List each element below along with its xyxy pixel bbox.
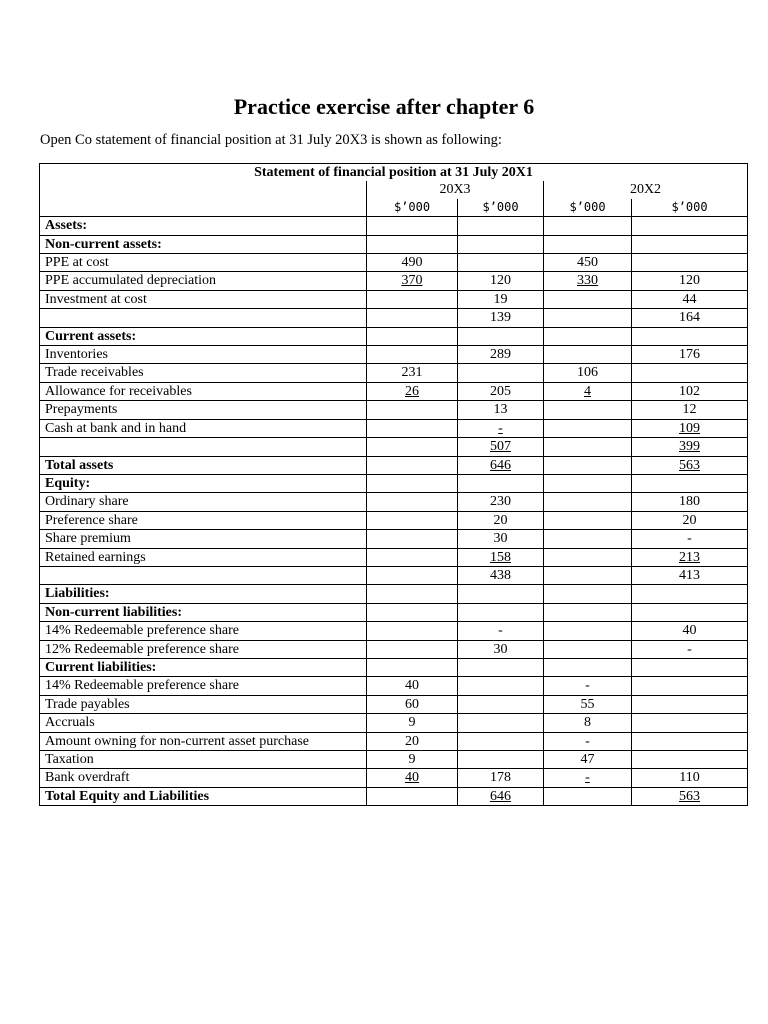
value-cell	[632, 346, 748, 364]
value-cell	[367, 438, 458, 456]
value-cell	[458, 787, 544, 805]
table-row	[40, 272, 748, 290]
row-label: Non-current assets:	[40, 235, 367, 253]
cell-value: 178	[490, 770, 511, 786]
value-cell	[632, 254, 748, 272]
value-cell	[458, 272, 544, 290]
value-cell	[367, 235, 458, 253]
value-cell	[458, 217, 544, 235]
table-row	[40, 585, 748, 603]
unit-header: $’000	[544, 199, 632, 217]
value-cell	[367, 346, 458, 364]
value-cell	[367, 695, 458, 713]
row-label: Taxation	[40, 751, 367, 769]
row-label: Cash at bank and in hand	[40, 419, 367, 437]
row-label: Allowance for receivables	[40, 382, 367, 400]
value-cell	[544, 511, 632, 529]
cell-value: -	[498, 623, 503, 639]
value-cell	[458, 769, 544, 787]
cell-value: -	[687, 531, 692, 547]
value-cell	[458, 622, 544, 640]
value-cell	[458, 585, 544, 603]
table-row	[40, 640, 748, 658]
value-cell	[458, 751, 544, 769]
table-row	[40, 695, 748, 713]
value-cell	[632, 603, 748, 621]
table-row	[40, 769, 748, 787]
value-cell	[458, 438, 544, 456]
value-cell	[544, 419, 632, 437]
value-cell	[544, 272, 632, 290]
value-cell	[544, 401, 632, 419]
cell-value: -	[585, 770, 590, 786]
value-cell	[367, 640, 458, 658]
value-cell	[544, 622, 632, 640]
cell-value: -	[585, 678, 590, 694]
value-cell	[632, 548, 748, 566]
value-cell	[544, 695, 632, 713]
value-cell	[367, 309, 458, 327]
cell-value: 330	[577, 273, 598, 289]
table-row	[40, 419, 748, 437]
cell-value: 176	[679, 347, 700, 363]
value-cell	[367, 327, 458, 345]
cell-value: 9	[408, 715, 416, 731]
value-cell	[458, 346, 544, 364]
cell-value: 4	[584, 383, 591, 399]
value-cell	[458, 364, 544, 382]
table-row	[40, 401, 748, 419]
table-row	[40, 511, 748, 529]
value-cell	[544, 474, 632, 492]
cell-value: 44	[682, 291, 697, 307]
row-label: Assets:	[40, 217, 367, 235]
cell-value: 106	[577, 365, 598, 381]
cell-value: 231	[401, 365, 423, 381]
row-label: 14% Redeemable preference share	[40, 622, 367, 640]
row-label: Investment at cost	[40, 290, 367, 308]
year-label-spacer	[40, 181, 367, 198]
row-label: 12% Redeemable preference share	[40, 640, 367, 658]
financial-position-table	[39, 163, 748, 806]
cell-value: 20	[405, 733, 419, 749]
value-cell	[367, 290, 458, 308]
row-label: Share premium	[40, 530, 367, 548]
intro-text: Open Co statement of financial position at 31 July 20X3 is shown as following:	[40, 132, 502, 148]
value-cell	[632, 566, 748, 584]
value-cell	[632, 622, 748, 640]
table-row	[40, 235, 748, 253]
value-cell	[367, 732, 458, 750]
row-label: 14% Redeemable preference share	[40, 677, 367, 695]
cell-value: 13	[493, 402, 508, 418]
value-cell	[367, 419, 458, 437]
cell-value: 55	[580, 696, 595, 712]
value-cell	[632, 474, 748, 492]
value-cell	[458, 309, 544, 327]
value-cell	[458, 530, 544, 548]
value-cell	[544, 585, 632, 603]
cell-value: 47	[580, 752, 595, 767]
value-cell	[367, 548, 458, 566]
value-cell	[367, 401, 458, 419]
row-label: Equity:	[40, 474, 367, 492]
cell-value: 438	[490, 567, 511, 583]
row-label: Total assets	[40, 456, 367, 474]
value-cell	[367, 530, 458, 548]
value-cell	[544, 732, 632, 750]
table-row	[40, 751, 748, 769]
row-label: Current assets:	[40, 327, 367, 345]
value-cell	[367, 456, 458, 474]
value-cell	[458, 732, 544, 750]
value-cell	[632, 658, 748, 676]
value-cell	[458, 456, 544, 474]
table-row	[40, 658, 748, 676]
value-cell	[544, 456, 632, 474]
value-cell	[544, 493, 632, 511]
table-row	[40, 622, 748, 640]
value-cell	[632, 493, 748, 511]
value-cell	[632, 438, 748, 456]
value-cell	[458, 474, 544, 492]
cell-value: 109	[679, 420, 700, 436]
cell-value: 20	[682, 512, 697, 528]
table-row	[40, 493, 748, 511]
value-cell	[458, 290, 544, 308]
cell-value: 20	[493, 512, 508, 528]
table-row	[40, 714, 748, 732]
value-cell	[544, 235, 632, 253]
cell-value: 370	[401, 273, 423, 289]
value-cell	[544, 751, 632, 769]
value-cell	[632, 401, 748, 419]
table-row	[40, 732, 748, 750]
value-cell	[632, 272, 748, 290]
value-cell	[632, 327, 748, 345]
value-cell	[458, 493, 544, 511]
value-cell	[632, 677, 748, 695]
value-cell	[458, 640, 544, 658]
table-row	[40, 364, 748, 382]
value-cell	[367, 787, 458, 805]
table-row	[40, 603, 748, 621]
value-cell	[544, 346, 632, 364]
value-cell	[458, 419, 544, 437]
cell-value: 19	[493, 291, 508, 307]
cell-value: 490	[401, 255, 423, 271]
row-label: Amount owning for non-current asset purchase	[40, 732, 367, 750]
value-cell	[458, 548, 544, 566]
value-cell	[458, 677, 544, 695]
value-cell	[544, 290, 632, 308]
cell-value: 139	[490, 310, 511, 326]
value-cell	[632, 290, 748, 308]
value-cell	[367, 382, 458, 400]
table-row	[40, 677, 748, 695]
row-label: Non-current liabilities:	[40, 603, 367, 621]
cell-value: 30	[493, 641, 508, 657]
value-cell	[367, 511, 458, 529]
cell-value: 8	[584, 715, 591, 731]
row-label	[40, 566, 367, 584]
unit-header: $’000	[458, 199, 544, 217]
value-cell	[632, 456, 748, 474]
row-label: PPE at cost	[40, 254, 367, 272]
table-row	[40, 456, 748, 474]
value-cell	[544, 382, 632, 400]
row-label: Trade payables	[40, 695, 367, 713]
value-cell	[544, 364, 632, 382]
cell-value: 26	[405, 383, 419, 399]
value-cell	[458, 603, 544, 621]
value-cell	[632, 640, 748, 658]
value-cell	[458, 327, 544, 345]
value-cell	[632, 714, 748, 732]
cell-value: 646	[490, 457, 511, 473]
value-cell	[544, 327, 632, 345]
value-cell	[544, 309, 632, 327]
value-cell	[632, 787, 748, 805]
cell-value: 450	[577, 255, 598, 271]
cell-value: 40	[405, 678, 419, 694]
value-cell	[367, 751, 458, 769]
cell-value: -	[498, 420, 503, 436]
value-cell	[458, 714, 544, 732]
value-cell	[632, 217, 748, 235]
row-label: Bank overdraft	[40, 769, 367, 787]
value-cell	[544, 530, 632, 548]
table-row	[40, 548, 748, 566]
cell-value: -	[687, 641, 692, 657]
year-header-20x3: 20X3	[367, 181, 544, 198]
value-cell	[632, 235, 748, 253]
row-label	[40, 438, 367, 456]
value-cell	[544, 217, 632, 235]
cell-value: 230	[490, 494, 511, 510]
cell-value: 164	[679, 310, 700, 326]
cell-value: 158	[490, 549, 511, 565]
value-cell	[544, 714, 632, 732]
row-label: Trade receivables	[40, 364, 367, 382]
cell-value: 40	[682, 623, 697, 639]
cell-value: 563	[679, 457, 700, 473]
value-cell	[544, 438, 632, 456]
cell-value: 60	[405, 696, 419, 712]
value-cell	[367, 658, 458, 676]
table-row	[40, 530, 748, 548]
value-cell	[544, 566, 632, 584]
table-row	[40, 382, 748, 400]
table-row	[40, 254, 748, 272]
cell-value: 205	[490, 383, 511, 399]
value-cell	[632, 751, 748, 769]
value-cell	[458, 254, 544, 272]
value-cell	[544, 640, 632, 658]
cell-value: 30	[493, 531, 508, 547]
value-cell	[544, 677, 632, 695]
cell-value: 399	[679, 439, 700, 455]
value-cell	[458, 401, 544, 419]
table-row	[40, 566, 748, 584]
value-cell	[458, 658, 544, 676]
value-cell	[458, 511, 544, 529]
row-label: PPE accumulated depreciation	[40, 272, 367, 290]
value-cell	[367, 622, 458, 640]
cell-value: 646	[490, 788, 511, 804]
value-cell	[367, 677, 458, 695]
table-row	[40, 346, 748, 364]
unit-label-spacer	[40, 199, 367, 217]
value-cell	[367, 254, 458, 272]
value-cell	[544, 548, 632, 566]
cell-value: 213	[679, 549, 700, 565]
value-cell	[544, 603, 632, 621]
row-label	[40, 309, 367, 327]
value-cell	[632, 419, 748, 437]
cell-value: 40	[405, 770, 419, 786]
value-cell	[458, 695, 544, 713]
cell-value: 289	[490, 347, 511, 363]
cell-value: 180	[679, 494, 700, 510]
value-cell	[632, 382, 748, 400]
value-cell	[632, 309, 748, 327]
value-cell	[367, 217, 458, 235]
row-label: Liabilities:	[40, 585, 367, 603]
row-label: Preference share	[40, 511, 367, 529]
row-label: Current liabilities:	[40, 658, 367, 676]
table-row	[40, 327, 748, 345]
row-label: Inventories	[40, 346, 367, 364]
value-cell	[367, 566, 458, 584]
cell-value: 110	[679, 770, 700, 786]
table-row	[40, 474, 748, 492]
value-cell	[632, 511, 748, 529]
cell-value: 9	[408, 752, 416, 767]
row-label: Retained earnings	[40, 548, 367, 566]
table-body	[40, 217, 748, 806]
value-cell	[632, 695, 748, 713]
value-cell	[367, 474, 458, 492]
value-cell	[458, 566, 544, 584]
value-cell	[367, 272, 458, 290]
value-cell	[544, 787, 632, 805]
cell-value: 507	[490, 439, 511, 455]
row-label: Prepayments	[40, 401, 367, 419]
value-cell	[367, 714, 458, 732]
value-cell	[632, 585, 748, 603]
value-cell	[632, 769, 748, 787]
value-cell	[367, 364, 458, 382]
value-cell	[544, 658, 632, 676]
row-label: Accruals	[40, 714, 367, 732]
value-cell	[544, 769, 632, 787]
unit-header: $’000	[632, 199, 748, 217]
table-row	[40, 309, 748, 327]
table-row	[40, 217, 748, 235]
value-cell	[458, 235, 544, 253]
cell-value: 563	[679, 788, 700, 804]
table-row	[40, 438, 748, 456]
table-title: Statement of financial position at 31 July 20X1	[40, 164, 748, 182]
value-cell	[632, 364, 748, 382]
value-cell	[632, 732, 748, 750]
row-label: Ordinary share	[40, 493, 367, 511]
row-label: Total Equity and Liabilities	[40, 787, 367, 805]
value-cell	[367, 493, 458, 511]
year-header-20x2: 20X2	[544, 181, 748, 198]
cell-value: -	[585, 733, 590, 749]
value-cell	[632, 530, 748, 548]
cell-value: 413	[679, 567, 700, 583]
table-row	[40, 290, 748, 308]
value-cell	[544, 254, 632, 272]
cell-value: 12	[682, 402, 697, 418]
cell-value: 120	[490, 273, 511, 289]
table-row	[40, 787, 748, 805]
cell-value: 102	[679, 383, 700, 399]
value-cell	[458, 382, 544, 400]
cell-value: 120	[679, 273, 700, 289]
value-cell	[367, 603, 458, 621]
page-title: Practice exercise after chapter 6	[233, 94, 535, 119]
unit-header: $’000	[367, 199, 458, 217]
value-cell	[367, 585, 458, 603]
value-cell	[367, 769, 458, 787]
